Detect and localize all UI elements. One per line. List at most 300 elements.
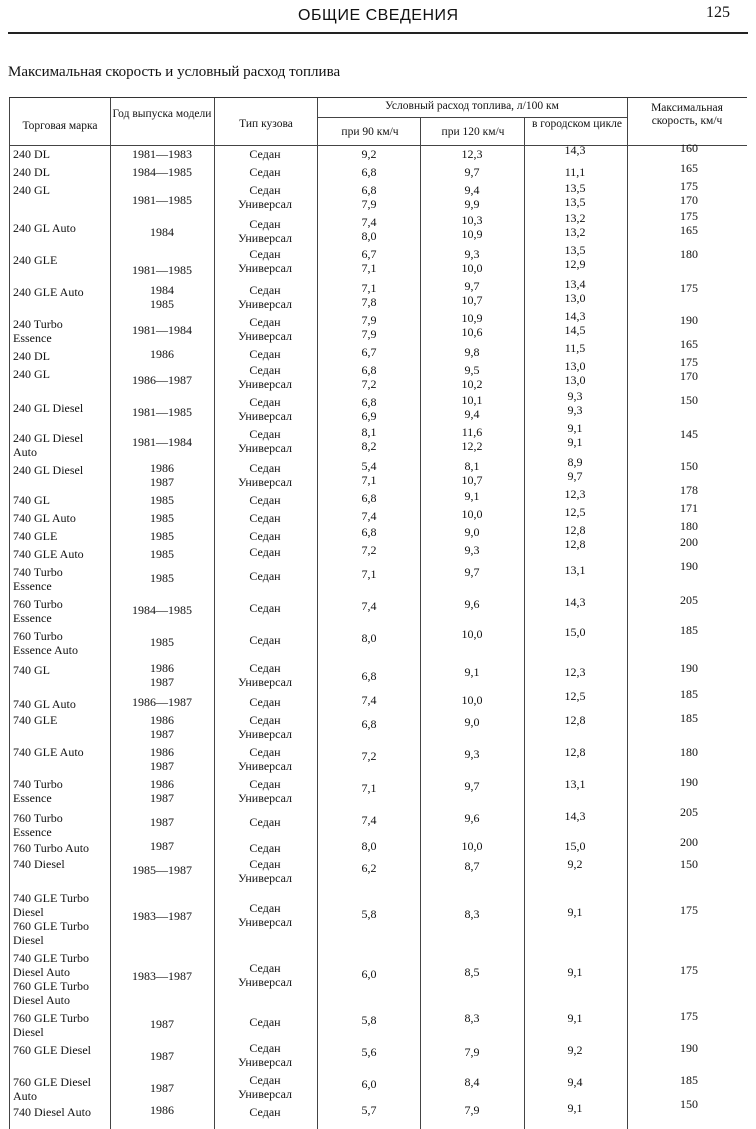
consumption-90-cell <box>319 1077 419 1091</box>
cell-line: 10,9 <box>461 227 483 241</box>
cell-line: 10,7 <box>461 473 483 487</box>
brand-cell <box>13 183 50 197</box>
body-type-cell <box>215 147 315 161</box>
cell-line: 240 Turbo <box>13 317 63 331</box>
consumption-city-cell <box>525 143 625 157</box>
cell-line: 178 <box>680 483 698 497</box>
brand-cell <box>13 841 89 855</box>
col-header-city: в городском цикле <box>531 118 623 130</box>
cell-line: Универсал <box>237 441 293 455</box>
cell-line: 165 <box>680 161 698 175</box>
cell-line: 13,5 <box>564 181 586 195</box>
consumption-120-cell <box>422 859 522 873</box>
consumption-city-cell <box>525 359 625 387</box>
cell-line: 6,7 <box>361 345 377 359</box>
body-type-cell <box>215 217 315 245</box>
consumption-city-cell <box>525 713 625 727</box>
cell-line: 240 GL Diesel <box>13 401 84 415</box>
consumption-90-cell <box>319 599 419 613</box>
cell-line: 7,1 <box>361 567 377 581</box>
cell-line: Diesel Auto <box>13 993 70 1007</box>
body-type-cell <box>215 545 315 559</box>
cell-line: 13,2 <box>564 211 586 225</box>
cell-line: 10,9 <box>461 311 483 325</box>
consumption-90-cell <box>319 1045 419 1059</box>
cell-line: 185 <box>680 687 698 701</box>
consumption-120-cell <box>422 525 522 539</box>
cell-line: 6,9 <box>361 409 377 423</box>
cell-line: 1985 <box>150 635 174 649</box>
cell-line: Универсал <box>237 759 293 773</box>
cell-line: 1984—1985 <box>132 165 192 179</box>
consumption-120-cell <box>422 779 522 793</box>
column-divider <box>9 98 10 1129</box>
year-cell <box>112 547 212 561</box>
consumption-120-cell <box>422 597 522 611</box>
cell-line: 13,1 <box>564 777 586 791</box>
year-cell <box>112 373 212 387</box>
max-speed-cell <box>639 209 739 237</box>
year-cell <box>112 909 212 923</box>
cell-line: 240 DL <box>13 147 50 161</box>
consumption-90-cell <box>319 395 419 423</box>
body-type-cell <box>215 183 315 211</box>
max-speed-cell <box>639 427 739 441</box>
cell-line: 240 GL <box>13 367 50 381</box>
cell-line: 1985 <box>150 547 174 561</box>
cell-line: 1987 <box>150 1049 174 1063</box>
cell-line: 150 <box>680 857 698 871</box>
brand-cell <box>13 1011 89 1039</box>
consumption-90-cell <box>319 749 419 763</box>
cell-line: 9,1 <box>464 665 480 679</box>
cell-line: 10,0 <box>461 627 483 641</box>
consumption-city-cell <box>525 689 625 703</box>
table-title: Максимальная скорость и условный расход топлива <box>8 64 341 80</box>
cell-line: Diesel <box>13 1025 44 1039</box>
max-speed-cell <box>639 661 739 675</box>
cell-line: 760 Turbo <box>13 629 63 643</box>
cell-line: 1987 <box>150 1081 174 1095</box>
year-cell <box>112 695 212 709</box>
body-type-cell <box>215 363 315 391</box>
cell-line: 6,8 <box>361 669 377 683</box>
consumption-90-cell <box>319 693 419 707</box>
cell-line: 11,6 <box>461 425 483 439</box>
max-speed-cell <box>639 857 739 871</box>
cell-line: Универсал <box>237 231 293 245</box>
cell-line: 6,0 <box>361 1077 377 1091</box>
max-speed-cell <box>639 535 739 549</box>
consumption-120-cell <box>422 747 522 761</box>
cell-line: Седан <box>249 529 281 543</box>
cell-line: 1987 <box>150 815 174 829</box>
cell-line: 9,8 <box>464 345 480 359</box>
cell-line: 190 <box>680 559 698 573</box>
col-header-consumption: Условный расход топлива, л/100 км <box>385 100 559 112</box>
cell-line: 7,9 <box>361 313 377 327</box>
cell-line: 14,3 <box>564 143 586 157</box>
consumption-city-cell <box>525 243 625 271</box>
consumption-120-cell <box>422 1075 522 1089</box>
cell-line: Седан <box>249 217 281 231</box>
cell-line: 170 <box>680 369 698 383</box>
consumption-90-cell <box>319 425 419 453</box>
cell-line: 9,1 <box>567 905 583 919</box>
consumption-120-cell <box>422 1011 522 1025</box>
cell-line: 1986 <box>150 777 174 791</box>
max-speed-cell <box>639 745 739 759</box>
cell-line: 9,7 <box>464 279 480 293</box>
consumption-city-cell <box>525 537 625 551</box>
cell-line: 6,8 <box>361 491 377 505</box>
brand-cell <box>13 891 89 947</box>
cell-line: 175 <box>680 963 698 977</box>
max-speed-cell <box>639 337 739 351</box>
cell-line: 14,5 <box>564 323 586 337</box>
cell-line: Универсал <box>237 1087 293 1101</box>
consumption-city-cell <box>525 341 625 355</box>
consumption-120-cell <box>422 627 522 641</box>
body-type-cell <box>215 1041 315 1069</box>
max-speed-cell <box>639 393 739 407</box>
body-type-cell <box>215 1105 315 1119</box>
body-type-cell <box>215 347 315 361</box>
cell-line: Седан <box>249 545 281 559</box>
year-cell <box>112 635 212 649</box>
year-cell <box>112 571 212 585</box>
cell-line: Седан <box>249 395 281 409</box>
brand-cell <box>13 1105 91 1119</box>
cell-line: Седан <box>249 857 281 871</box>
cell-line: 12,3 <box>564 487 586 501</box>
brand-cell <box>13 253 57 267</box>
consumption-120-cell <box>422 715 522 729</box>
max-speed-cell <box>639 623 739 637</box>
cell-line: 185 <box>680 711 698 725</box>
brand-cell <box>13 697 76 711</box>
cell-line: 13,4 <box>564 277 586 291</box>
consumption-120-cell <box>422 565 522 579</box>
consumption-90-cell <box>319 907 419 921</box>
cell-line: 160 <box>680 141 698 155</box>
cell-line: 190 <box>680 313 698 327</box>
cell-line: 7,2 <box>361 377 377 391</box>
brand-cell <box>13 1075 91 1103</box>
cell-line: Универсал <box>237 975 293 989</box>
max-speed-cell <box>639 1097 739 1111</box>
cell-line: 9,3 <box>567 403 583 417</box>
year-cell <box>112 493 212 507</box>
cell-line: Diesel <box>13 905 44 919</box>
consumption-120-cell <box>422 811 522 825</box>
cell-line: 175 <box>680 355 698 369</box>
cell-line: Седан <box>249 841 281 855</box>
cell-line: 9,6 <box>464 597 480 611</box>
cell-line: Седан <box>249 511 281 525</box>
header-rule <box>8 32 748 34</box>
brand-cell <box>13 857 65 871</box>
consumption-city-cell <box>525 211 625 239</box>
body-type-cell <box>215 529 315 543</box>
consumption-city-cell <box>525 1011 625 1025</box>
consumption-90-cell <box>319 1103 419 1117</box>
cell-line: 7,4 <box>361 693 377 707</box>
cell-line: 740 GL <box>13 493 50 507</box>
consumption-90-cell <box>319 491 419 505</box>
year-cell <box>112 193 212 207</box>
cell-line: Универсал <box>237 261 293 275</box>
max-speed-cell <box>639 1009 739 1023</box>
cell-line: Diesel Auto <box>13 965 70 979</box>
cell-line: 7,9 <box>464 1103 480 1117</box>
cell-line: 12,8 <box>564 745 586 759</box>
cell-line: 9,0 <box>464 525 480 539</box>
consumption-120-cell <box>422 965 522 979</box>
consumption-city-cell <box>525 625 625 639</box>
consumption-city-cell <box>525 389 625 417</box>
cell-line: 205 <box>680 593 698 607</box>
cell-line: 9,4 <box>567 1075 583 1089</box>
body-type-cell <box>215 815 315 829</box>
consumption-120-cell <box>422 425 522 453</box>
cell-line: Седан <box>249 901 281 915</box>
body-type-cell <box>215 511 315 525</box>
cell-line: 8,0 <box>361 631 377 645</box>
cell-line: 1981—1984 <box>132 323 192 337</box>
cell-line: 8,0 <box>361 839 377 853</box>
cell-line: 9,1 <box>464 489 480 503</box>
max-speed-cell <box>639 687 739 701</box>
cell-line: 760 GLE Turbo <box>13 919 90 933</box>
max-speed-cell <box>639 559 739 573</box>
cell-line: 185 <box>680 623 698 637</box>
cell-line: 740 Diesel <box>13 857 65 871</box>
max-speed-cell <box>639 963 739 977</box>
body-type-cell <box>215 395 315 423</box>
cell-line: 1983—1987 <box>132 909 192 923</box>
body-type-cell <box>215 569 315 583</box>
cell-line: 7,1 <box>361 473 377 487</box>
cell-line: Essence <box>13 579 52 593</box>
brand-cell <box>13 463 83 477</box>
consumption-90-cell <box>319 861 419 875</box>
max-speed-cell <box>639 593 739 607</box>
year-cell <box>112 745 212 773</box>
cell-line: Седан <box>249 347 281 361</box>
cell-line: 240 GL <box>13 183 50 197</box>
cell-line: 1985—1987 <box>132 863 192 877</box>
cell-line: 175 <box>680 281 698 295</box>
col-header-90: при 90 км/ч <box>341 126 399 138</box>
body-type-cell <box>215 777 315 805</box>
cell-line: 1984 <box>150 225 174 239</box>
cell-line: Универсал <box>237 727 293 741</box>
brand-cell <box>13 165 50 179</box>
cell-line: 7,4 <box>361 599 377 613</box>
cell-line: 740 Diesel Auto <box>13 1105 91 1119</box>
brand-cell <box>13 713 57 727</box>
body-type-cell <box>215 633 315 647</box>
cell-line: Универсал <box>237 791 293 805</box>
max-speed-cell <box>639 835 739 849</box>
year-cell <box>112 713 212 741</box>
max-speed-cell <box>639 805 739 819</box>
cell-line: 12,3 <box>461 147 483 161</box>
cell-line: 9,3 <box>464 747 480 761</box>
consumption-120-cell <box>422 693 522 707</box>
cell-line: Седан <box>249 777 281 791</box>
cell-line: 8,3 <box>464 907 480 921</box>
body-type-cell <box>215 841 315 855</box>
column-divider <box>627 98 628 1129</box>
brand-cell <box>13 529 57 543</box>
cell-line: 1986 <box>150 1103 174 1117</box>
max-speed-cell <box>639 161 739 175</box>
cell-line: 240 GL Auto <box>13 221 76 235</box>
brand-cell <box>13 431 83 459</box>
cell-line: 760 GLE Turbo <box>13 1011 90 1025</box>
cell-line: Седан <box>249 745 281 759</box>
year-cell <box>112 461 212 489</box>
consumption-90-cell <box>319 525 419 539</box>
cell-line: 1981—1983 <box>132 147 192 161</box>
body-type-cell <box>215 661 315 689</box>
max-speed-cell <box>639 141 739 155</box>
cell-line: 740 GL Auto <box>13 511 76 525</box>
cell-line: 740 GLE <box>13 529 58 543</box>
consumption-city-cell <box>525 665 625 679</box>
cell-line: 7,9 <box>361 327 377 341</box>
cell-line: 9,3 <box>567 389 583 403</box>
cell-line: 5,8 <box>361 907 377 921</box>
cell-line: 6,8 <box>361 717 377 731</box>
cell-line: 7,1 <box>361 781 377 795</box>
cell-line: 740 GLE Auto <box>13 547 84 561</box>
cell-line: 7,1 <box>361 261 377 275</box>
cell-line: 9,1 <box>567 1011 583 1025</box>
cell-line: 1987 <box>150 475 174 489</box>
cell-line: Седан <box>249 147 281 161</box>
consumption-city-cell <box>525 1101 625 1115</box>
body-type-cell <box>215 901 315 929</box>
cell-line: 1987 <box>150 791 174 805</box>
consumption-city-cell <box>525 563 625 577</box>
cell-line: Универсал <box>237 675 293 689</box>
cell-line: Универсал <box>237 377 293 391</box>
cell-line: 9,7 <box>567 469 583 483</box>
cell-line: Седан <box>249 601 281 615</box>
cell-line: 8,4 <box>464 1075 480 1089</box>
cell-line: 13,0 <box>564 373 586 387</box>
cell-line: 1985 <box>150 529 174 543</box>
consumption-city-cell <box>525 965 625 979</box>
cell-line: 190 <box>680 1041 698 1055</box>
cell-line: Седан <box>249 713 281 727</box>
consumption-90-cell <box>319 165 419 179</box>
cell-line: 12,3 <box>564 665 586 679</box>
cell-line: 7,4 <box>361 215 377 229</box>
consumption-90-cell <box>319 313 419 341</box>
cell-line: 240 DL <box>13 165 50 179</box>
cell-line: 1985 <box>150 493 174 507</box>
cell-line: 9,9 <box>464 197 480 211</box>
max-speed-cell <box>639 1073 739 1087</box>
year-cell <box>112 1049 212 1063</box>
cell-line: Essence <box>13 611 52 625</box>
consumption-120-cell <box>422 665 522 679</box>
col-header-vmax: Максимальная скорость, км/ч <box>651 102 723 127</box>
cell-line: 180 <box>680 247 698 261</box>
cell-line: 11,1 <box>564 165 586 179</box>
cell-line: Diesel <box>13 933 44 947</box>
cell-line: Седан <box>249 247 281 261</box>
cell-line: 12,8 <box>564 537 586 551</box>
column-divider <box>420 117 421 1129</box>
cell-line: 1981—1985 <box>132 405 192 419</box>
cell-line: Универсал <box>237 197 293 211</box>
cell-line: 1987 <box>150 839 174 853</box>
cell-line: 6,8 <box>361 165 377 179</box>
cell-line: 9,1 <box>567 965 583 979</box>
year-cell <box>112 661 212 689</box>
year-cell <box>112 529 212 543</box>
consumption-90-cell <box>319 839 419 853</box>
cell-line: 9,6 <box>464 811 480 825</box>
cell-line: 6,8 <box>361 183 377 197</box>
cell-line: 12,5 <box>564 505 586 519</box>
consumption-city-cell <box>525 777 625 791</box>
consumption-city-cell <box>525 745 625 759</box>
cell-line: 171 <box>680 501 698 515</box>
cell-line: Седан <box>249 427 281 441</box>
cell-line: 9,2 <box>567 857 583 871</box>
cell-line: 7,4 <box>361 813 377 827</box>
cell-line: 10,2 <box>461 377 483 391</box>
cell-line: 175 <box>680 179 698 193</box>
cell-line: 1986 <box>150 661 174 675</box>
cell-line: 13,5 <box>564 195 586 209</box>
brand-cell <box>13 317 63 345</box>
consumption-90-cell <box>319 183 419 211</box>
cell-line: 10,6 <box>461 325 483 339</box>
year-cell <box>112 283 212 311</box>
cell-line: 9,3 <box>464 247 480 261</box>
cell-line: 9,7 <box>464 165 480 179</box>
cell-line: 760 GLE Diesel <box>13 1075 91 1089</box>
cell-line: 190 <box>680 775 698 789</box>
brand-cell <box>13 811 63 839</box>
consumption-city-cell <box>525 181 625 209</box>
cell-line: 12,9 <box>564 257 586 271</box>
cell-line: 10,0 <box>461 261 483 275</box>
body-type-cell <box>215 427 315 455</box>
cell-line: 1984 <box>150 283 174 297</box>
cell-line: Универсал <box>237 1055 293 1069</box>
cell-line: 6,0 <box>361 967 377 981</box>
cell-line: Седан <box>249 315 281 329</box>
cell-line: 1987 <box>150 675 174 689</box>
consumption-city-cell <box>525 839 625 853</box>
cell-line: 13,2 <box>564 225 586 239</box>
brand-cell <box>13 547 84 561</box>
consumption-90-cell <box>319 281 419 309</box>
cell-line: 8,1 <box>361 425 377 439</box>
cell-line: 5,8 <box>361 1013 377 1027</box>
year-cell <box>112 777 212 805</box>
cell-line: 7,9 <box>464 1045 480 1059</box>
year-cell <box>112 839 212 853</box>
